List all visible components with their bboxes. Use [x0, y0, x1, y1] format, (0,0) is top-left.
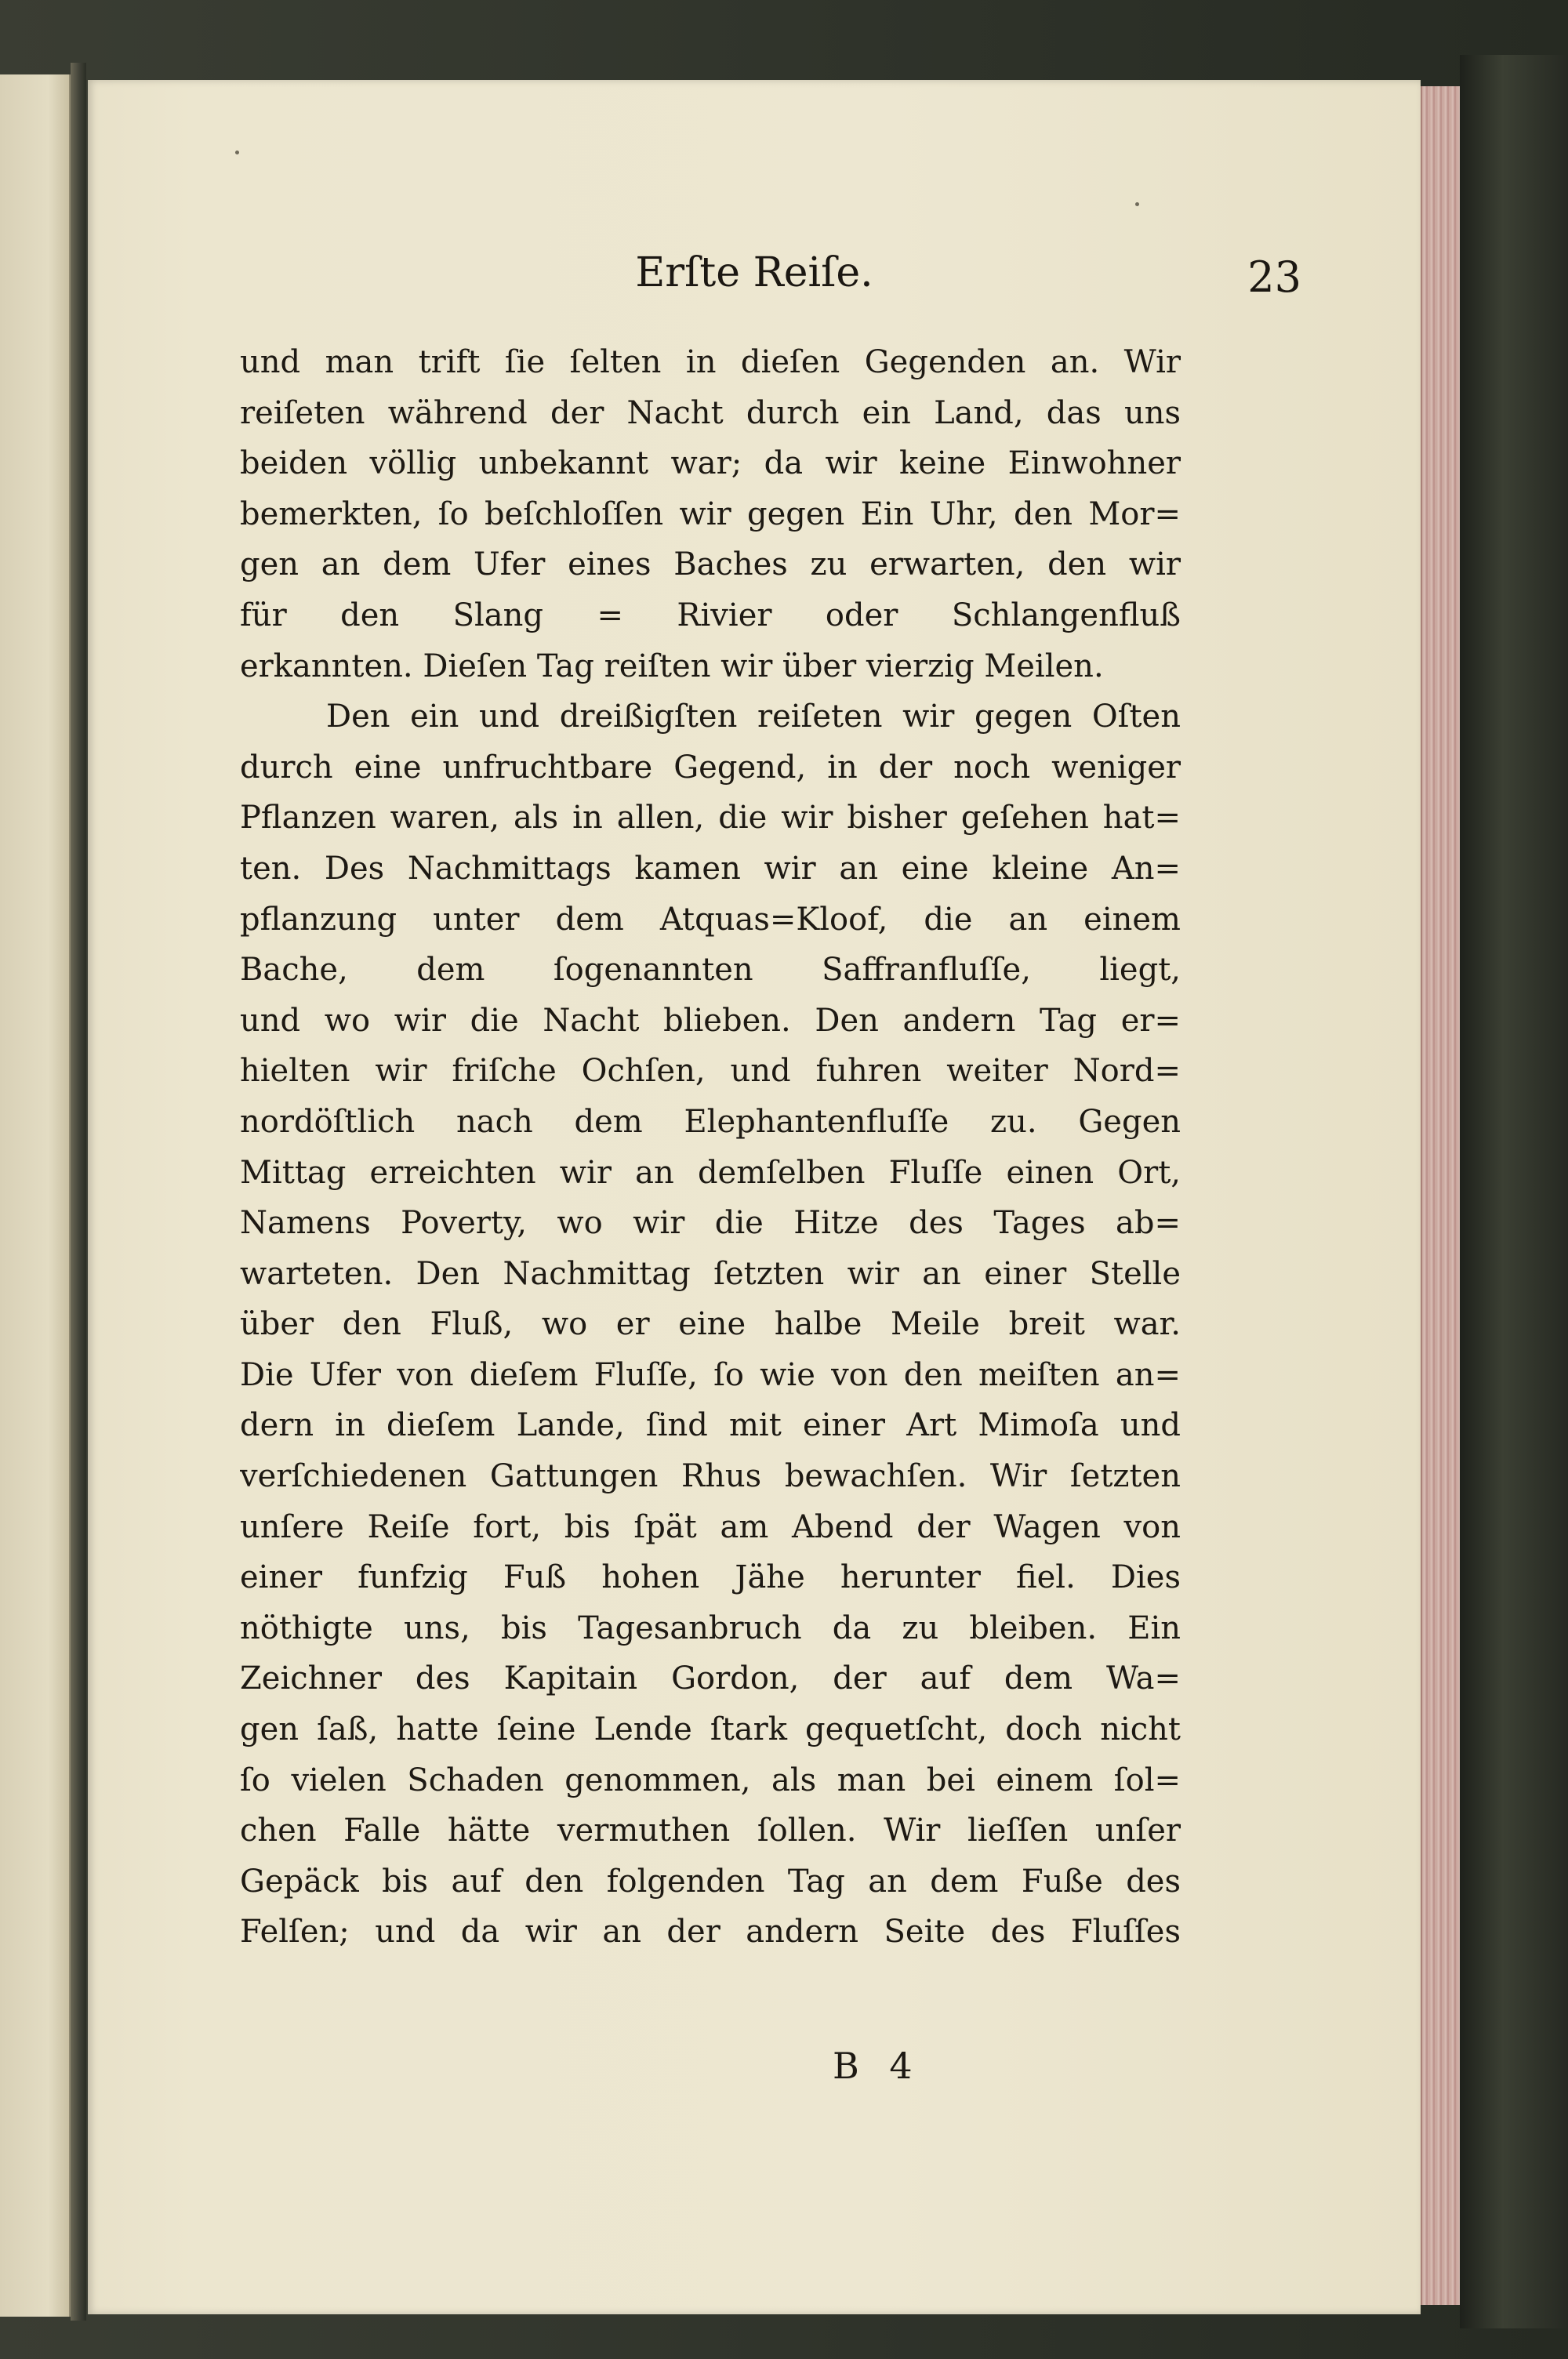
- text-line: chen Falle hätte vermuthen ſollen. Wir lieſſen unſer: [240, 1813, 1181, 1849]
- text-line: gen ſaß, hatte ſeine Lende ſtark gequetſcht, doch nicht: [240, 1711, 1181, 1748]
- text-line: erkannten. Dieſen Tag reiſten wir über vierzig Meilen.: [240, 648, 1104, 684]
- text-line: Mittag erreichten wir an demſelben Fluſſe einen Ort,: [240, 1154, 1181, 1191]
- text-line: dern in dieſem Lande, ſind mit einer Art Mimoſa und: [240, 1407, 1181, 1444]
- text-line: Die Ufer von dieſem Fluſſe, ſo wie von den meiſten an=: [240, 1356, 1181, 1393]
- text-line: durch eine unfruchtbare Gegend, in der noch weniger: [240, 749, 1181, 786]
- text-line: reiſeten während der Nacht durch ein Land, das uns: [240, 394, 1181, 431]
- text-line: nordöſtlich nach dem Elephantenfluſſe zu. Gegen: [240, 1103, 1181, 1140]
- text-line: verſchiedenen Gattungen Rhus bewachſen. Wir ſetzten: [240, 1458, 1181, 1495]
- book-cover-edge: [1460, 55, 1568, 2328]
- text-line: Felſen; und da wir an der andern Seite des Fluſſes: [240, 1914, 1181, 1951]
- text-line: Gepäck bis auf den folgenden Tag an dem Fuße des: [240, 1863, 1181, 1900]
- body-text: [240, 337, 1181, 1958]
- text-line: ten. Des Nachmittags kamen wir an eine kleine An=: [240, 850, 1181, 887]
- page-fore-edge: [1421, 86, 1461, 2305]
- paper-speck: [1135, 202, 1139, 206]
- page-number: 23: [1247, 252, 1301, 302]
- paper-speck: [235, 151, 239, 154]
- running-head: [88, 249, 1421, 312]
- text-line: für den Slang = Rivier oder Schlangenfluß: [240, 597, 1181, 633]
- text-line: hielten wir friſche Ochſen, und fuhren weiter Nord=: [240, 1053, 1181, 1090]
- text-line: Zeichner des Kapitain Gordon, der auf dem Wa=: [240, 1660, 1181, 1697]
- text-line: nöthigte uns, bis Tagesanbruch da zu bleiben. Ein: [240, 1610, 1181, 1646]
- text-line: und man trift ſie ſelten in dieſen Gegenden an. Wir: [240, 344, 1181, 380]
- text-line: bemerkten, ſo beſchloſſen wir gegen Ein Uhr, den Mor=: [240, 495, 1181, 532]
- text-line: unſere Reiſe fort, bis ſpät am Abend der Wagen von: [240, 1508, 1181, 1545]
- text-line: beiden völlig unbekannt war; da wir keine Einwohner: [240, 445, 1181, 482]
- text-line: Bache, dem ſogenannten Saffranfluſſe, liegt,: [240, 952, 1181, 989]
- text-line: ſo vielen Schaden genommen, als man bei einem ſol=: [240, 1762, 1181, 1798]
- page-title: Erſte Reiſe.: [635, 249, 873, 296]
- left-page-edge: [0, 74, 71, 2317]
- signature-mark: B 4: [833, 2045, 922, 2087]
- text-line: Pflanzen waren, als in allen, die wir bisher geſehen hat=: [240, 800, 1181, 837]
- text-line: Namens Poverty, wo wir die Hitze des Tages ab=: [240, 1205, 1181, 1242]
- text-line: gen an dem Ufer eines Baches zu erwarten, den wir: [240, 546, 1181, 583]
- text-line: warteten. Den Nachmittag ſetzten wir an einer Stelle: [240, 1255, 1181, 1292]
- text-line: pflanzung unter dem Atquas=Kloof, die an einem: [240, 901, 1181, 938]
- text-line: Den ein und dreißigſten reiſeten wir gegen Oſten: [326, 699, 1181, 735]
- book-gutter: [71, 63, 86, 2321]
- text-line: über den Fluß, wo er eine halbe Meile breit war.: [240, 1306, 1181, 1343]
- text-line: einer funfzig Fuß hohen Jähe herunter fiel. Dies: [240, 1559, 1181, 1596]
- text-line: und wo wir die Nacht blieben. Den andern Tag er=: [240, 1002, 1181, 1039]
